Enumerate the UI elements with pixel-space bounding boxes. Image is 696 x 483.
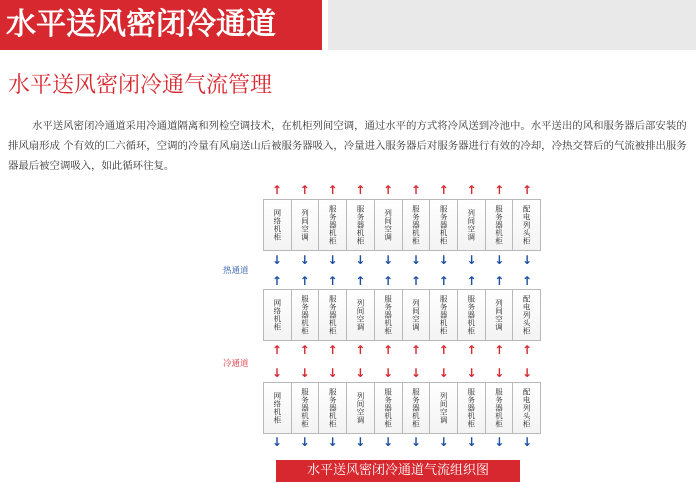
arrow-up-icon: ↑ xyxy=(299,343,310,357)
arrow-down-icon: ↓ xyxy=(494,366,505,380)
arrow-down-icon: ↓ xyxy=(383,253,394,267)
cabinet-label: 列间空调 xyxy=(383,209,393,241)
cabinet xyxy=(513,383,540,433)
cabinet-label: 服务器机柜 xyxy=(466,295,476,335)
cabinet-row-3 xyxy=(263,382,541,434)
arrow-down-icon: ↓ xyxy=(299,366,310,380)
arrow-down-icon: ↓ xyxy=(327,435,338,449)
arrow-up-icon: ↑ xyxy=(438,274,449,288)
arrow-row-hot-bottom xyxy=(263,274,541,288)
cabinet xyxy=(430,200,458,250)
cabinet xyxy=(264,200,292,250)
cabinet-label: 服务器机柜 xyxy=(494,388,504,428)
arrow-row-cold-bottom xyxy=(263,366,541,380)
cabinet-label: 服务器机柜 xyxy=(411,388,421,428)
cabinet xyxy=(347,383,375,433)
arrow-down-icon: ↓ xyxy=(466,253,477,267)
arrow-up-icon: ↑ xyxy=(522,343,533,357)
cabinet xyxy=(403,200,431,250)
arrow-down-icon: ↓ xyxy=(355,366,366,380)
arrow-up-icon: ↑ xyxy=(466,343,477,357)
arrow-row-top xyxy=(263,183,541,197)
arrow-up-icon: ↑ xyxy=(438,183,449,197)
arrow-up-icon: ↑ xyxy=(383,274,394,288)
arrow-up-icon: ↑ xyxy=(383,343,394,357)
arrow-down-icon: ↓ xyxy=(494,253,505,267)
cabinet xyxy=(292,383,320,433)
cabinet xyxy=(458,200,486,250)
arrow-down-icon: ↓ xyxy=(271,366,282,380)
arrow-up-icon: ↑ xyxy=(271,274,282,288)
banner-background xyxy=(328,0,696,50)
cabinet-label: 列间空调 xyxy=(466,209,476,241)
arrow-up-icon: ↑ xyxy=(271,343,282,357)
cabinet xyxy=(292,290,320,340)
cold-aisle-label: 冷通道 xyxy=(223,359,249,369)
cabinet xyxy=(347,200,375,250)
cabinet xyxy=(375,290,403,340)
cabinet-label: 列间空调 xyxy=(411,299,421,331)
cabinet xyxy=(319,383,347,433)
cabinet-label: 配电列头柜 xyxy=(522,295,532,335)
arrow-row-cold-top xyxy=(263,343,541,357)
cabinet xyxy=(486,383,514,433)
arrow-up-icon: ↑ xyxy=(383,183,394,197)
arrow-down-icon: ↓ xyxy=(410,253,421,267)
arrow-down-icon: ↓ xyxy=(438,435,449,449)
arrow-up-icon: ↑ xyxy=(355,183,366,197)
cabinet-label: 配电列头柜 xyxy=(522,205,532,245)
arrow-up-icon: ↑ xyxy=(410,274,421,288)
cabinet xyxy=(486,290,514,340)
arrow-up-icon: ↑ xyxy=(327,343,338,357)
cabinet-label: 列间空调 xyxy=(439,392,449,424)
cabinet xyxy=(458,290,486,340)
cabinet xyxy=(403,290,431,340)
cabinet-label: 服务器机柜 xyxy=(411,205,421,245)
arrow-down-icon: ↓ xyxy=(410,366,421,380)
cabinet xyxy=(403,383,431,433)
cabinet-label: 服务器机柜 xyxy=(300,388,310,428)
airflow-diagram xyxy=(223,183,543,453)
arrow-up-icon: ↑ xyxy=(438,343,449,357)
arrow-up-icon: ↑ xyxy=(271,183,282,197)
arrow-down-icon: ↓ xyxy=(438,366,449,380)
cabinet xyxy=(375,383,403,433)
arrow-down-icon: ↓ xyxy=(355,435,366,449)
cabinet-label: 列间空调 xyxy=(494,299,504,331)
arrow-up-icon: ↑ xyxy=(355,274,366,288)
arrow-down-icon: ↓ xyxy=(355,253,366,267)
cabinet-label: 网络机柜 xyxy=(272,392,282,424)
arrow-down-icon: ↓ xyxy=(522,253,533,267)
cabinet-label: 配电列头柜 xyxy=(522,388,532,428)
cabinet-label: 服务器机柜 xyxy=(328,205,338,245)
arrow-down-icon: ↓ xyxy=(522,366,533,380)
arrow-down-icon: ↓ xyxy=(494,435,505,449)
cabinet-row-1 xyxy=(263,199,541,251)
cabinet-label: 服务器机柜 xyxy=(494,205,504,245)
arrow-up-icon: ↑ xyxy=(522,183,533,197)
arrow-down-icon: ↓ xyxy=(327,366,338,380)
cabinet-label: 服务器机柜 xyxy=(439,205,449,245)
cabinet-label: 网络机柜 xyxy=(272,209,282,241)
cabinet-label: 服务器机柜 xyxy=(300,295,310,335)
cabinet-label: 服务器机柜 xyxy=(383,295,393,335)
section-heading: 水平送风密闭冷通气流管理 xyxy=(8,73,273,98)
arrow-up-icon: ↑ xyxy=(494,274,505,288)
arrow-up-icon: ↑ xyxy=(299,274,310,288)
arrow-up-icon: ↑ xyxy=(466,274,477,288)
arrow-up-icon: ↑ xyxy=(466,183,477,197)
cabinet-label: 服务器机柜 xyxy=(328,388,338,428)
cabinet-label: 服务器机柜 xyxy=(328,295,338,335)
arrow-down-icon: ↓ xyxy=(299,253,310,267)
cabinet xyxy=(513,290,540,340)
cabinet xyxy=(513,200,540,250)
arrow-up-icon: ↑ xyxy=(410,343,421,357)
arrow-up-icon: ↑ xyxy=(355,343,366,357)
page-banner-title: 水平送风密闭冷通道 xyxy=(0,0,322,50)
cabinet-row-2 xyxy=(263,289,541,341)
arrow-up-icon: ↑ xyxy=(494,183,505,197)
cabinet xyxy=(486,200,514,250)
arrow-down-icon: ↓ xyxy=(466,366,477,380)
cabinet-label: 列间空调 xyxy=(355,392,365,424)
arrow-down-icon: ↓ xyxy=(299,435,310,449)
arrow-up-icon: ↑ xyxy=(327,183,338,197)
arrow-up-icon: ↑ xyxy=(494,343,505,357)
arrow-up-icon: ↑ xyxy=(410,183,421,197)
cabinet xyxy=(319,290,347,340)
cabinet xyxy=(375,200,403,250)
cabinet-label: 列间空调 xyxy=(300,209,310,241)
cabinet xyxy=(264,290,292,340)
cabinet xyxy=(430,383,458,433)
arrow-up-icon: ↑ xyxy=(522,274,533,288)
arrow-row-hot-top xyxy=(263,253,541,267)
cabinet xyxy=(430,290,458,340)
cabinet xyxy=(458,383,486,433)
cabinet-label: 服务器机柜 xyxy=(355,205,365,245)
cabinet-label: 网络机柜 xyxy=(272,299,282,331)
cabinet xyxy=(292,200,320,250)
arrow-down-icon: ↓ xyxy=(271,435,282,449)
arrow-down-icon: ↓ xyxy=(271,253,282,267)
diagram-caption: 水平送风密闭冷通道气流组织图 xyxy=(276,460,520,482)
cabinet-label: 服务器机柜 xyxy=(439,295,449,335)
arrow-down-icon: ↓ xyxy=(410,435,421,449)
arrow-down-icon: ↓ xyxy=(438,253,449,267)
cabinet xyxy=(264,383,292,433)
arrow-down-icon: ↓ xyxy=(522,435,533,449)
hot-aisle-label: 热通道 xyxy=(223,266,249,276)
description-paragraph: 水平送风密闭冷通道采用冷通道隔离和列检空调技术，在机柜列间空调，通过水平的方式将冷风送到冷池中。水平送出的风和服务器后部安装的排风扇形成 个有效的匚六循环，空调的冷量有风扇送山后被服务器吸入，冷量进入服务器后对服务器进行有效的冷却，冷热交替后的气流被排出服务器最后被空调吸入，如此循环往复。 xyxy=(8,120,687,172)
arrow-up-icon: ↑ xyxy=(327,274,338,288)
cabinet xyxy=(347,290,375,340)
arrow-down-icon: ↓ xyxy=(383,366,394,380)
arrow-down-icon: ↓ xyxy=(466,435,477,449)
arrow-row-bottom xyxy=(263,435,541,449)
cabinet-label: 服务器机柜 xyxy=(383,388,393,428)
cabinet-label: 服务器机柜 xyxy=(466,388,476,428)
arrow-down-icon: ↓ xyxy=(383,435,394,449)
arrow-up-icon: ↑ xyxy=(299,183,310,197)
arrow-down-icon: ↓ xyxy=(327,253,338,267)
cabinet-label: 列间空调 xyxy=(355,299,365,331)
cabinet xyxy=(319,200,347,250)
